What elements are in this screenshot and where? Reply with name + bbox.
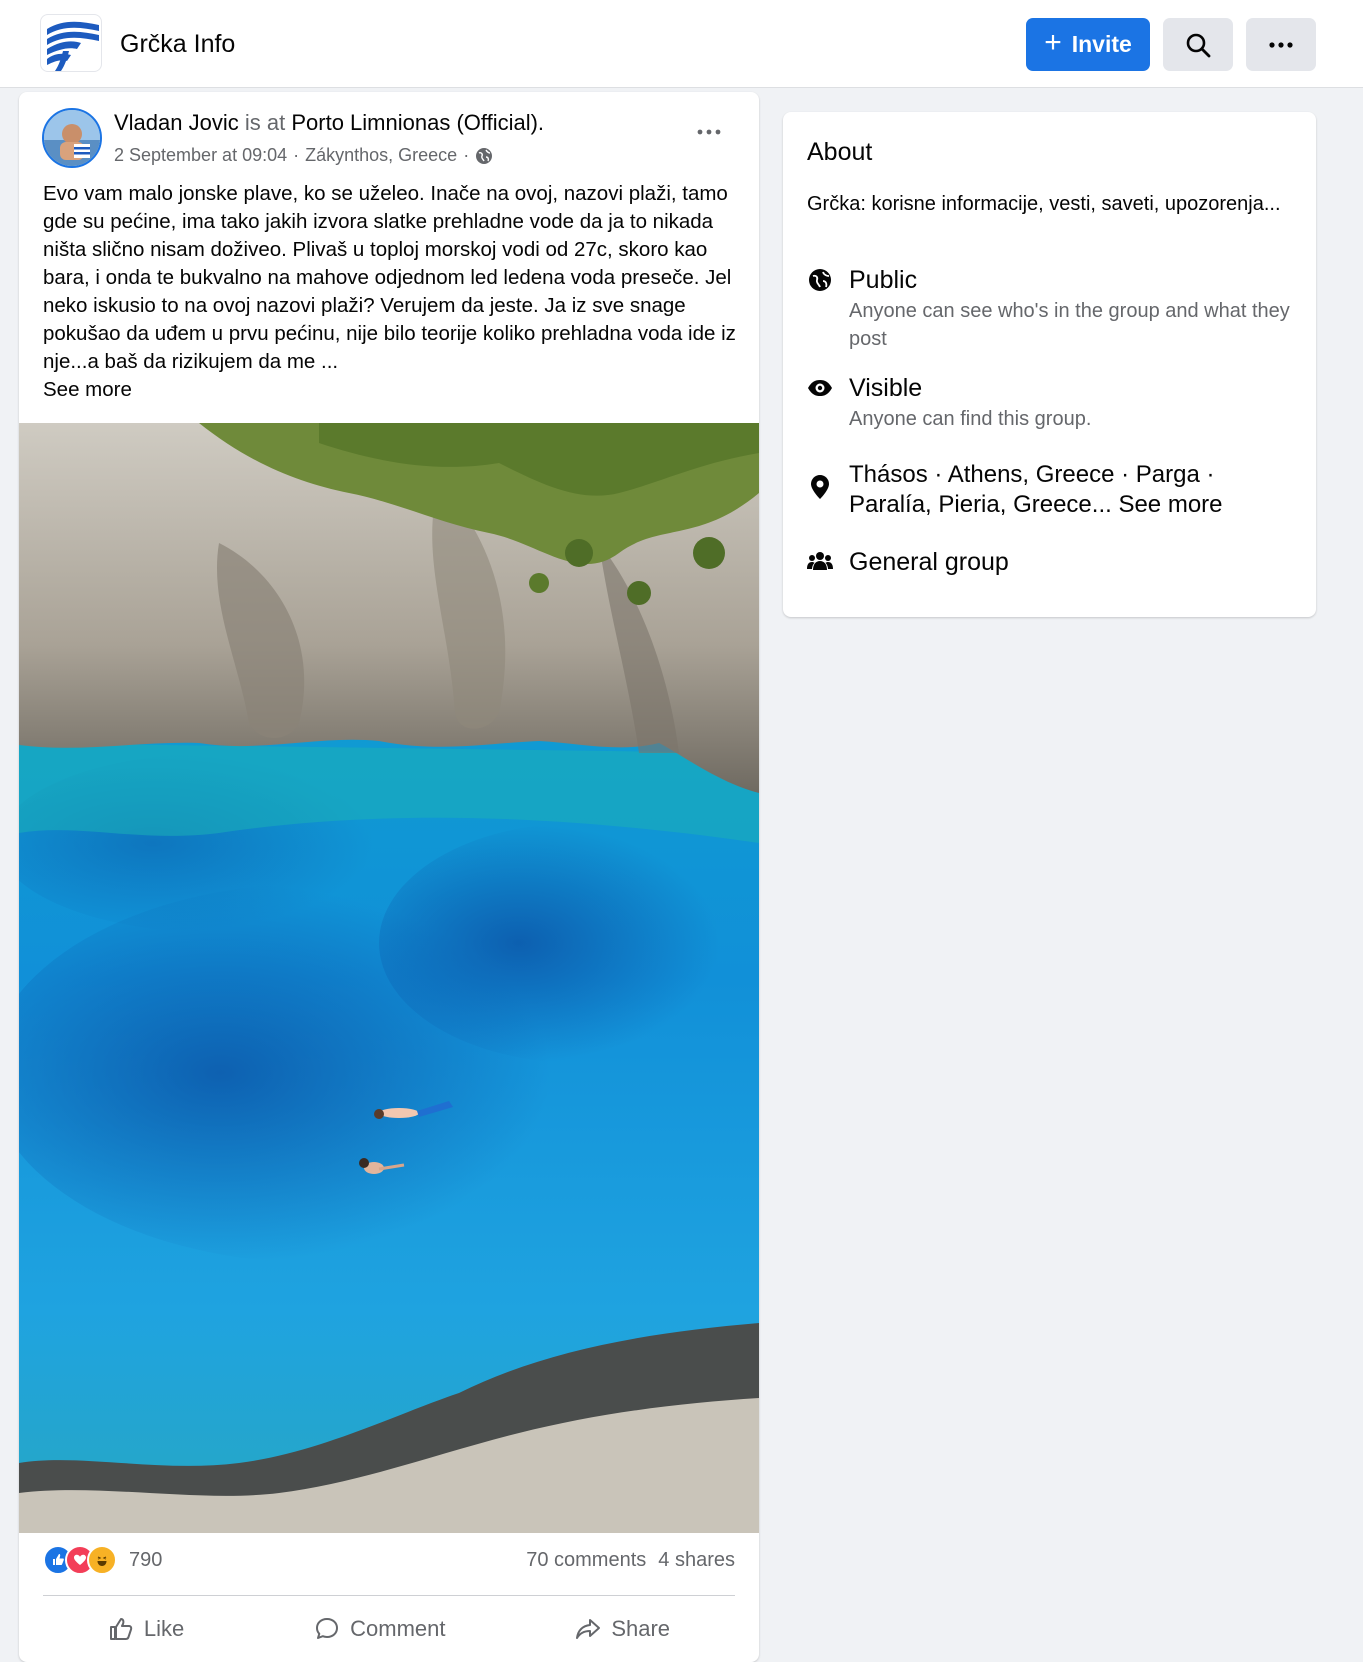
group-type: General group (849, 548, 1009, 576)
comment-bubble-icon (314, 1616, 340, 1642)
group-name[interactable]: Grčka Info (120, 30, 236, 58)
more-dots-icon (1267, 41, 1295, 49)
post-location[interactable]: Zákynthos, Greece (305, 145, 458, 165)
post-body (43, 180, 743, 404)
visible-subtitle: Anyone can find this group. (849, 408, 1092, 430)
like-label: Like (143, 1616, 185, 1641)
reaction-icons (43, 1545, 109, 1575)
beach-photo-image (19, 423, 759, 1533)
shares-count-link[interactable]: 4 shares (658, 1548, 735, 1571)
haha-reaction-icon (87, 1545, 117, 1575)
search-button[interactable] (1163, 18, 1233, 71)
meta-separator: · (293, 145, 300, 165)
meta-separator: · (463, 145, 470, 165)
place-link[interactable]: Porto Limnionas (Official). (291, 110, 545, 135)
locations-see-more-link[interactable]: See more (1118, 491, 1223, 518)
post-author-line (114, 110, 544, 136)
post-card (19, 92, 759, 1662)
about-public (807, 266, 1297, 353)
about-visible (807, 374, 1297, 433)
share-arrow-icon (575, 1616, 601, 1642)
avatar-photo-icon (44, 110, 100, 166)
comments-count-link[interactable]: 70 comments (526, 1548, 647, 1571)
public-title: Public (849, 266, 918, 294)
share-label: Share (611, 1616, 671, 1641)
about-card (783, 112, 1316, 617)
post-text: Evo vam malo jonske plave, ko se uželeo. Inače na ovoj, nazovi plaži, tamo gde su pećine, ima tako jakih izvora slatke prehladne vode da ja to nikada ništa slično nisam doživeo. Plivaš u toploj morskoj vodi od 27c, skoro kao bara, i onda te bukvalno na mahove odjednom led ledena voda preseče. Jel neko iskusio to na ovoj nazovi plaži? Verujem da jeste. Ja iz sve snage pokušao da uđem u prvu pećinu, nije bilo teorije koliko prehladna voda ide iz nje...a baš da rizikujem da me ... (43, 182, 736, 373)
globe-icon (808, 268, 832, 292)
more-options-button[interactable] (1246, 18, 1316, 71)
about-locations (807, 460, 1297, 520)
globe-icon (475, 147, 493, 165)
post-options-button[interactable] (689, 120, 729, 144)
post-actions (43, 1604, 735, 1654)
author-name-link[interactable]: Vladan Jovic (114, 110, 239, 135)
like-button[interactable] (108, 1616, 184, 1642)
comment-button[interactable] (314, 1616, 445, 1642)
group-logo[interactable] (40, 14, 102, 72)
reactions-count: 790 (129, 1548, 163, 1571)
reaction-summary[interactable] (43, 1545, 162, 1575)
reactions-row (43, 1542, 735, 1578)
post-timestamp[interactable]: 2 September at 09:04 (114, 145, 288, 165)
group-people-icon (807, 550, 833, 572)
about-title: About (807, 138, 873, 166)
divider (43, 1595, 735, 1596)
invite-button[interactable] (1026, 18, 1150, 71)
greek-flag-logo-icon (41, 15, 102, 72)
comment-label: Comment (350, 1616, 446, 1641)
public-subtitle: Anyone can see who's in the group and what they post (849, 300, 1290, 350)
map-pin-icon (810, 474, 830, 500)
avatar[interactable] (42, 108, 102, 168)
eye-icon (807, 376, 833, 400)
group-header (0, 0, 1363, 88)
about-group-type (807, 548, 1297, 577)
locations-list: Thásos · Athens, Greece · Parga · Paralía, Pieria, Greece... (849, 461, 1215, 518)
more-dots-icon (696, 129, 722, 135)
share-button[interactable] (575, 1616, 670, 1642)
thumbs-up-icon (108, 1616, 134, 1642)
visible-title: Visible (849, 374, 923, 402)
invite-label: Invite (1071, 31, 1132, 57)
about-description: Grčka: korisne informacije, vesti, saveti, upozorenja... (807, 193, 1281, 215)
see-more-link[interactable]: See more (43, 378, 132, 401)
post-meta (114, 145, 493, 166)
is-at-text: is at (244, 110, 286, 135)
plus-icon: + (1044, 26, 1062, 59)
post-photo[interactable] (19, 423, 759, 1533)
search-icon (1184, 31, 1212, 59)
